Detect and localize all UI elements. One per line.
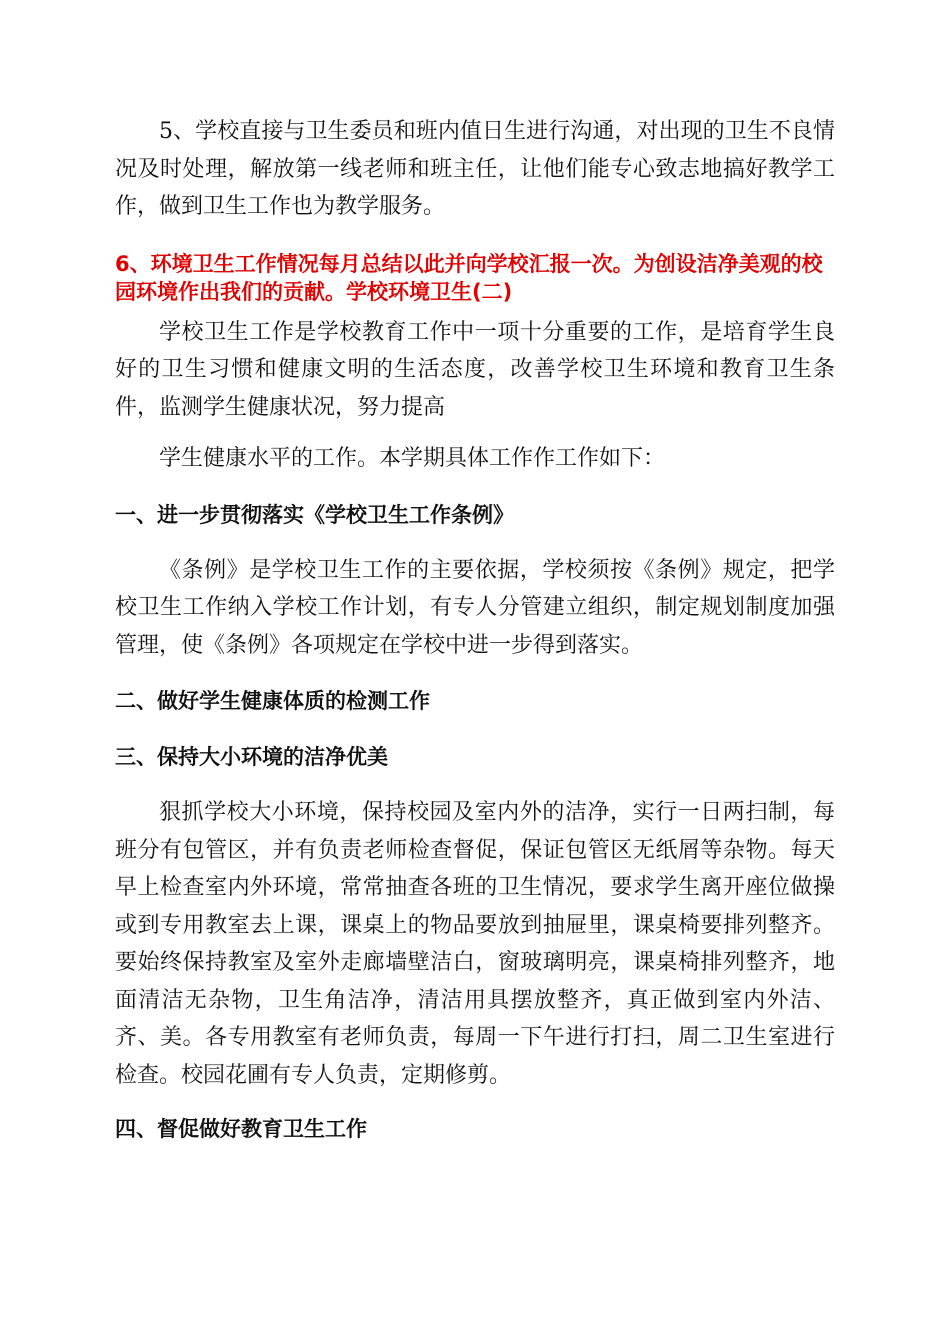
section-1-body: 《条例》是学校卫生工作的主要依据，学校须按《条例》规定，把学校卫生工作纳入学校工作计划，有专人分管建立组织，制定规划制度加强管理，使《条例》各项规定在学校中进一步得到落实。 [115, 557, 835, 658]
heading-6-red: 6、环境卫生工作情况每月总结以此并向学校汇报一次。为创设洁净美观的校园环境作出我们的贡献。学校环境卫生(二) [115, 251, 823, 304]
section-3-title: 三、保持大小环境的洁净优美 [115, 745, 388, 769]
intro-continued: 学生健康水平的工作。本学期具体工作作工作如下： [159, 446, 666, 471]
intro-paragraph: 学校卫生工作是学校教育工作中一项十分重要的工作，是培育学生良好的卫生习惯和健康文明的生活态度，改善学校卫生环境和教育卫生条件，监测学生健康状况，努力提高 [115, 319, 835, 420]
section-3-body: 狠抓学校大小环境，保持校园及室内外的洁净，实行一日两扫制，每班分有包管区，并有负责老师检查督促，保证包管区无纸屑等杂物。每天早上检查室内外环境，常常抽查各班的卫生情况，要求学生离开座位做操或到专用教室去上课，课桌上的物品要放到抽屉里，课桌椅要排列整齐。要始终保持教室及室外走廊墙壁洁白，窗玻璃明亮，课桌椅排列整齐，地面清洁无杂物，卫生角洁净，清洁用具摆放整齐，真正做到室内外洁、齐、美。各专用教室有老师负责，每周一下午进行打扫，周二卫生室进行检查。校园花圃有专人负责，定期修剪。 [115, 800, 835, 1088]
section-1-title: 一、进一步贯彻落实《学校卫生工作条例》 [115, 502, 514, 527]
section-2-title: 二、做好学生健康体质的检测工作 [115, 689, 430, 713]
section-4-title: 四、督促做好教育卫生工作 [115, 1117, 367, 1141]
document-page [115, 113, 835, 1144]
paragraph-5: 5、学校直接与卫生委员和班内值日生进行沟通，对出现的卫生不良情况及时处理，解放第一线老师和班主任，让他们能专心致志地搞好教学工作，做到卫生工作也为教学服务。 [115, 119, 835, 219]
